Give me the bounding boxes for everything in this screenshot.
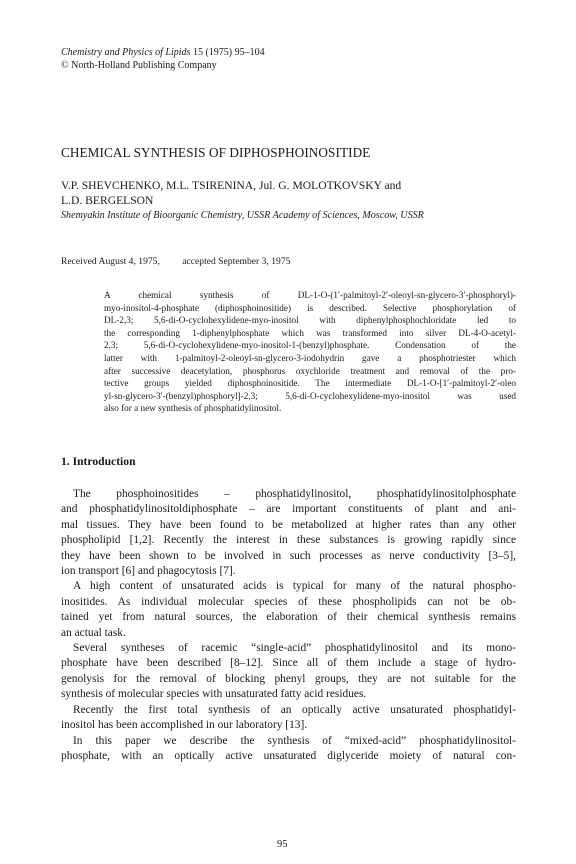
body-line: ion transport [6] and phagocytosis [7]. xyxy=(61,565,236,578)
abstract xyxy=(104,289,516,415)
abstract-line: myo-inositol-4-phosphate (diphosphoinositide) is described. Selective phosphorylation of xyxy=(104,302,516,313)
body-line: inositol has been accomplished in our laboratory [13]. xyxy=(61,719,308,732)
section-heading: 1. Introduction xyxy=(61,455,136,468)
body-line: an actual task. xyxy=(61,626,126,639)
body-line: phosphate, with an optically active unsaturated diglyceride moiety of natural con- xyxy=(61,749,516,762)
body-line: Several syntheses of racemic “single-acid” phosphatidylinositol and its mono- xyxy=(73,642,516,655)
received-date: Received August 4, 1975, xyxy=(61,256,160,267)
accepted-date: accepted September 3, 1975 xyxy=(182,256,291,267)
body-line: tained yet from natural sources, the elaboration of their chemical synthesis remains xyxy=(61,611,516,624)
body-line: Recently the first total synthesis of an optically active unsaturated phosphatidyl- xyxy=(73,703,516,716)
body-line: phosphate have been described [8–12]. Since all of them include a stage of hydro- xyxy=(61,657,516,670)
page-number: 95 xyxy=(277,839,288,850)
abstract-line: tective groups yielded diphosphoinositide. The intermediate DL-1-O-[1′-palmitoyl-2′-oleo xyxy=(104,378,516,389)
body-text xyxy=(61,487,516,764)
body-line: The phosphoinositides – phosphatidylinositol, phosphatidylinositolphosphate xyxy=(73,488,516,500)
abstract-line: A chemical synthesis of DL-1-O-(1′-palmitoyl-2′-oleoyl-sn-glycero-3′-phosphoryl)- xyxy=(104,290,516,300)
body-line: A high content of unsaturated acids is typical for many of the natural phospho- xyxy=(73,580,516,593)
article-title: CHEMICAL SYNTHESIS OF DIPHOSPHOINOSITIDE xyxy=(61,145,371,160)
body-line: genolysis for the removal of blocking phenyl groups, they are not suitable for the xyxy=(61,672,516,685)
abstract-line: yl-sn-glycero-3′-(benzyl)phosphoryl]-2,3; 5,6-di-O-cyclohexylidene-myo-inositol was used xyxy=(104,390,516,401)
body-line: phospholipid [1,2]. Recently the interest in these substances is growing rapidly since xyxy=(61,534,516,547)
publisher-line: © North-Holland Publishing Company xyxy=(61,60,217,71)
journal-volume-pages: 15 (1975) 95–104 xyxy=(190,47,265,58)
abstract-line: latter with 1-palmitoyl-2-oleoyl-sn-glycero-3-iodohydrin gave a phosphotriester which xyxy=(104,352,516,363)
authors-line-2: L.D. BERGELSON xyxy=(61,194,154,207)
abstract-line: after successive deacetylation, phosphorus oxychloride treatment and removal of the pro- xyxy=(104,365,516,376)
body-line: and phosphatidylinositoldiphosphate – are important constituents of plant and ani- xyxy=(61,503,516,516)
abstract-line: DL-2,3; 5,6-di-O-cyclohexylidene-myo-inositol with diphenylphosphochloridate led to xyxy=(104,315,516,326)
journal-name: Chemistry and Physics of Lipids xyxy=(61,47,191,58)
author-list xyxy=(61,178,531,208)
body-line: they have been shown to be involved in such processes as nerve conductivity [3–5], xyxy=(61,549,516,562)
body-line: synthesis of molecular species with unsaturated fatty acid residues. xyxy=(61,688,367,701)
journal-header xyxy=(61,46,265,72)
journal-citation xyxy=(61,46,265,59)
abstract-line: also for a new synthesis of phosphatidylinositol. xyxy=(104,403,282,414)
abstract-line: 2,3; 5,6-di-O-cyclohexylidene-myo-inositol-1-(benzyl)phosphate. Condensation of the xyxy=(104,340,516,351)
authors-line-1: V.P. SHEVCHENKO, M.L. TSIRENINA, Jul. G. MOLOTKOVSKY and xyxy=(61,179,402,192)
body-line: inositides. As individual molecular species of these phospholipids can not be ob- xyxy=(61,595,516,608)
affiliation: Shemyakin Institute of Bioorganic Chemistry, USSR Academy of Sciences, Moscow, USSR xyxy=(61,210,424,221)
body-line: In this paper we describe the synthesis of “mixed-acid” phosphatidylinositol- xyxy=(73,734,516,747)
body-line: mal tissues. They have been found to be metabolized at higher rates than any other xyxy=(61,518,516,531)
dates-line xyxy=(61,256,290,267)
abstract-line: the corresponding 1-diphenylphosphate which was transformed into silver DL-4-O-acetyl- xyxy=(104,327,516,338)
